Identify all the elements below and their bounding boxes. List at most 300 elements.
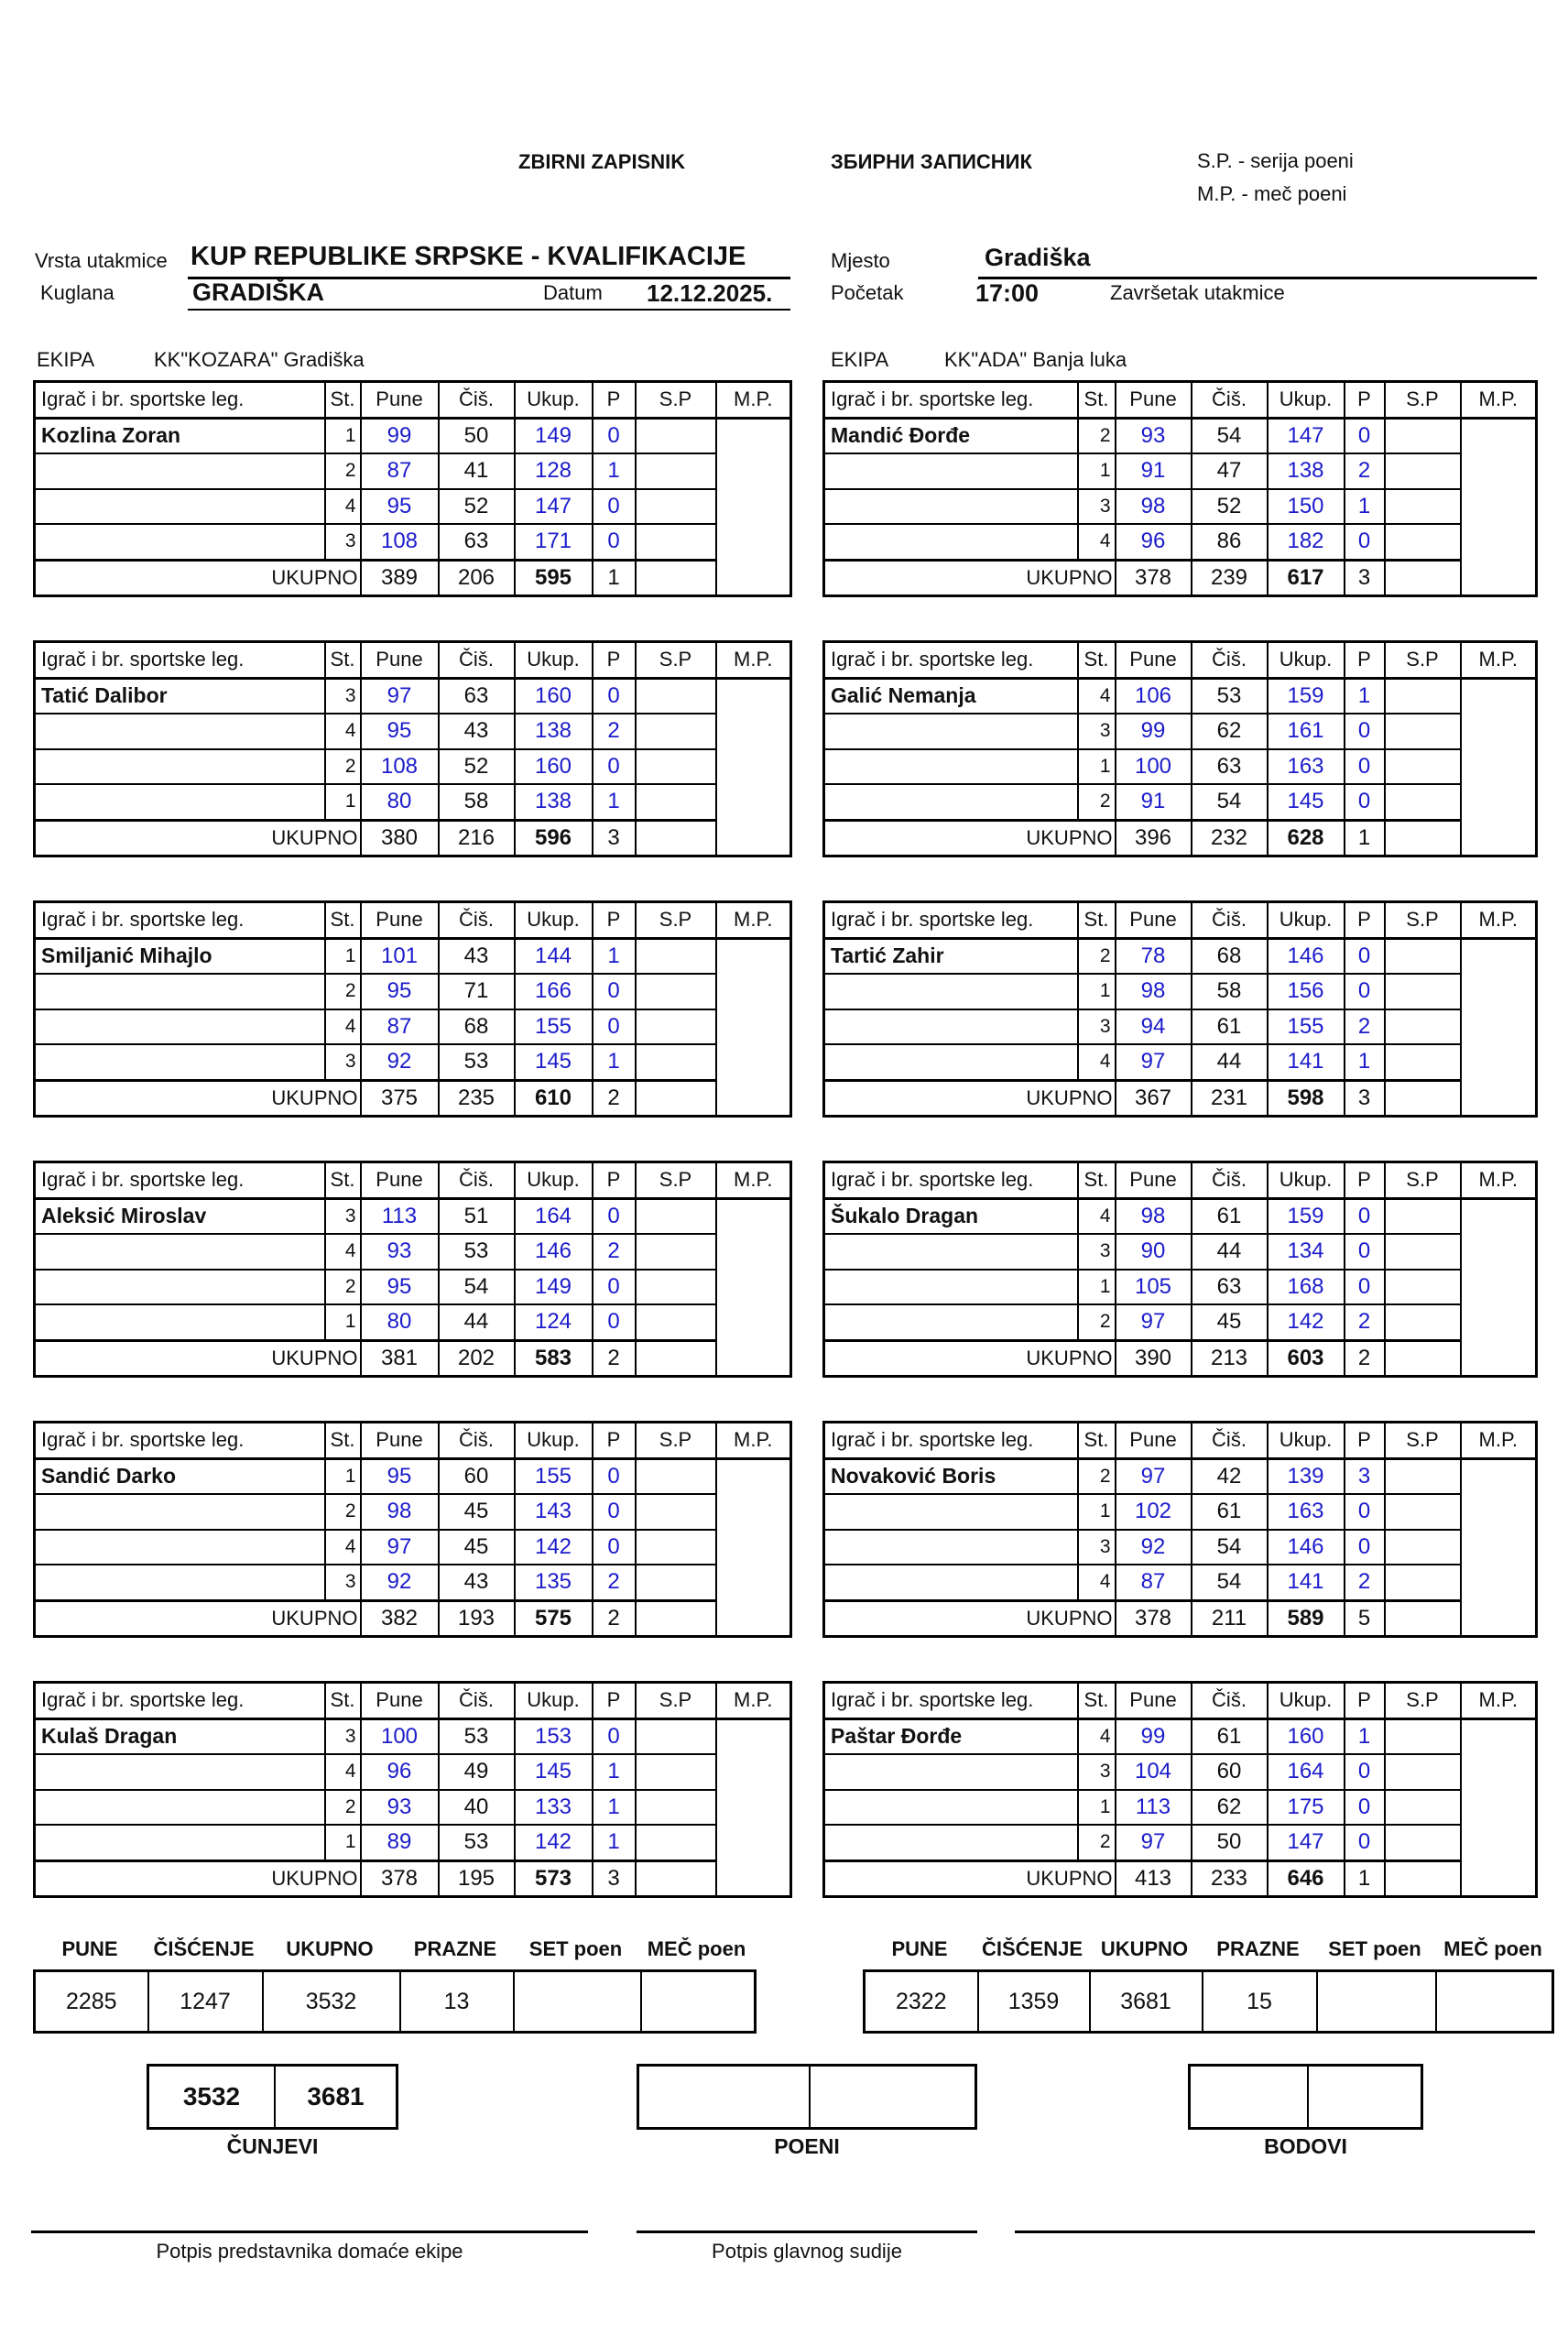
set-points-cell[interactable] (1385, 1198, 1461, 1234)
lane-number: 3 (1078, 489, 1116, 525)
clearance-pins: 52 (439, 489, 515, 525)
set-points-cell[interactable] (1385, 1565, 1461, 1600)
player-name: Sandić Darko (35, 1458, 325, 1494)
set-points-cell[interactable] (636, 453, 716, 489)
lane-number: 2 (325, 749, 361, 785)
total-set-points-cell[interactable] (636, 560, 716, 596)
total-set-points-cell[interactable] (1385, 1340, 1461, 1377)
signature-line-home[interactable] (31, 2230, 588, 2233)
column-header: St. (325, 902, 361, 939)
column-header: Čiš. (439, 902, 515, 939)
column-header: P (1345, 1423, 1385, 1459)
game-row (35, 1530, 791, 1565)
set-points-cell[interactable] (1385, 974, 1461, 1009)
total-misses: 3 (1345, 1080, 1385, 1117)
misses: 0 (593, 418, 636, 453)
column-header: Ukup. (1268, 642, 1345, 679)
lane-number: 2 (1078, 1825, 1116, 1860)
game-row (824, 1530, 1537, 1565)
column-header: Igrač i br. sportske leg. (35, 902, 325, 939)
match-points-cell[interactable] (1461, 1458, 1537, 1637)
full-pins: 104 (1116, 1754, 1192, 1790)
clearance-pins: 54 (1192, 418, 1268, 453)
full-pins: 91 (1116, 453, 1192, 489)
game-row (824, 784, 1537, 820)
column-header: S.P (636, 382, 716, 419)
column-header: S.P (636, 1162, 716, 1199)
total-set-points-cell[interactable] (1385, 820, 1461, 856)
summary-header: SET poen (528, 1937, 623, 1960)
set-points-cell[interactable] (636, 1304, 716, 1340)
clearance-pins: 43 (439, 714, 515, 749)
game-row (824, 678, 1537, 714)
set-points-cell[interactable] (636, 1458, 716, 1494)
date-label: Datum (543, 281, 603, 304)
total-row (824, 560, 1537, 596)
set-points-cell[interactable] (636, 974, 716, 1009)
column-header: Čiš. (1192, 1423, 1268, 1459)
player-table (33, 1161, 792, 1378)
set-points-cell[interactable] (636, 678, 716, 714)
set-points-cell[interactable] (1385, 1530, 1461, 1565)
player-table (822, 900, 1538, 1118)
date-value: 12.12.2025. (647, 279, 773, 307)
full-pins: 92 (1116, 1530, 1192, 1565)
summary-set-points[interactable] (514, 1971, 641, 2033)
total-row (824, 820, 1537, 856)
set-points-cell[interactable] (636, 1718, 716, 1754)
summary-clearance: 1247 (148, 1971, 263, 2033)
total-pins: 164 (1268, 1754, 1345, 1790)
game-row (35, 1754, 791, 1790)
set-points-cell[interactable] (1385, 1754, 1461, 1790)
total-pins: 160 (1268, 1718, 1345, 1754)
away-summary-table (863, 1969, 1554, 2034)
total-clearance-pins: 216 (439, 820, 515, 856)
total-set-points-cell[interactable] (636, 820, 716, 856)
match-points-cell[interactable] (716, 938, 791, 1117)
set-points-cell[interactable] (636, 1044, 716, 1080)
game-row (824, 1234, 1537, 1270)
clearance-pins: 52 (439, 749, 515, 785)
clearance-pins: 41 (439, 453, 515, 489)
total-clearance-pins: 211 (1192, 1600, 1268, 1637)
set-points-cell[interactable] (636, 938, 716, 974)
set-points-cell[interactable] (636, 714, 716, 749)
misses: 0 (593, 1458, 636, 1494)
column-header: Igrač i br. sportske leg. (35, 1162, 325, 1199)
column-header: S.P (1385, 1162, 1461, 1199)
column-header: Pune (1116, 382, 1192, 419)
game-row (824, 714, 1537, 749)
set-points-cell[interactable] (636, 1754, 716, 1790)
column-header: Igrač i br. sportske leg. (824, 1162, 1078, 1199)
misses: 1 (1345, 489, 1385, 525)
total-pins: 133 (515, 1790, 593, 1826)
column-header: M.P. (716, 1683, 791, 1719)
game-row (824, 524, 1537, 560)
column-header: P (593, 1683, 636, 1719)
game-row (824, 1304, 1537, 1340)
summary-header: UKUPNO (286, 1937, 374, 1960)
bodovi-away[interactable] (1308, 2066, 1422, 2129)
full-pins: 98 (1116, 489, 1192, 525)
full-pins: 98 (1116, 1198, 1192, 1234)
game-row (35, 714, 791, 749)
column-header: M.P. (1461, 902, 1537, 939)
clearance-pins: 52 (1192, 489, 1268, 525)
player-name-cell (35, 714, 325, 749)
full-pins: 97 (1116, 1458, 1192, 1494)
summary-header: PUNE (891, 1937, 948, 1960)
set-points-cell[interactable] (1385, 1718, 1461, 1754)
lane-number: 1 (1078, 453, 1116, 489)
end-label: Završetak utakmice (1110, 281, 1285, 304)
total-pins: 143 (515, 1494, 593, 1530)
clearance-pins: 43 (439, 1565, 515, 1600)
set-points-cell[interactable] (1385, 524, 1461, 560)
set-points-cell[interactable] (1385, 938, 1461, 974)
match-points-cell[interactable] (1461, 1718, 1537, 1897)
summary-misses: 13 (400, 1971, 514, 2033)
signature-line-referee[interactable] (637, 2230, 977, 2233)
clearance-pins: 63 (1192, 749, 1268, 785)
set-points-cell[interactable] (636, 1234, 716, 1270)
total-pins: 171 (515, 524, 593, 560)
lane-number: 1 (1078, 974, 1116, 1009)
lane-number: 2 (1078, 784, 1116, 820)
player-name-cell (35, 1494, 325, 1530)
table-header-row (824, 1683, 1537, 1719)
column-header: S.P (1385, 1423, 1461, 1459)
set-points-cell[interactable] (1385, 1458, 1461, 1494)
total-row (824, 1600, 1537, 1637)
full-pins: 87 (361, 1009, 439, 1045)
total-set-points-cell[interactable] (636, 1600, 716, 1637)
set-points-cell[interactable] (636, 524, 716, 560)
game-row (35, 524, 791, 560)
total-pins: 147 (1268, 1825, 1345, 1860)
full-pins: 108 (361, 524, 439, 560)
clearance-pins: 63 (1192, 1270, 1268, 1305)
summary-total: 3681 (1090, 1971, 1203, 2033)
player-table (822, 380, 1538, 597)
table-header-row (35, 1423, 791, 1459)
total-misses: 3 (1345, 560, 1385, 596)
game-row (35, 678, 791, 714)
total-pins: 135 (515, 1565, 593, 1600)
clearance-pins: 54 (439, 1270, 515, 1305)
alley-label: Kuglana (40, 281, 114, 304)
set-points-cell[interactable] (1385, 749, 1461, 785)
match-points-cell[interactable] (1461, 1198, 1537, 1377)
player-name: Paštar Đorđe (824, 1718, 1078, 1754)
player-name-cell (35, 1530, 325, 1565)
game-row (35, 938, 791, 974)
total-label: UKUPNO (35, 820, 361, 856)
column-header: S.P (636, 1683, 716, 1719)
total-pins: 155 (515, 1009, 593, 1045)
set-points-cell[interactable] (1385, 1494, 1461, 1530)
total-full-pins: 413 (1116, 1860, 1192, 1897)
player-name-cell (824, 714, 1078, 749)
total-set-points-cell[interactable] (636, 1860, 716, 1897)
total-set-points-cell[interactable] (1385, 1860, 1461, 1897)
total-pins: 138 (515, 714, 593, 749)
poeni-away[interactable] (810, 2066, 976, 2129)
game-row (824, 1790, 1537, 1826)
table-header-row (824, 902, 1537, 939)
set-points-cell[interactable] (636, 1530, 716, 1565)
game-row (824, 1044, 1537, 1080)
total-pins: 182 (1268, 524, 1345, 560)
set-points-cell[interactable] (636, 489, 716, 525)
total-full-pins: 382 (361, 1600, 439, 1637)
game-row (824, 453, 1537, 489)
column-header: Pune (361, 1683, 439, 1719)
column-header: Pune (1116, 1423, 1192, 1459)
game-row (35, 974, 791, 1009)
column-header: P (1345, 642, 1385, 679)
column-header: Ukup. (1268, 382, 1345, 419)
column-header: St. (1078, 1162, 1116, 1199)
clearance-pins: 62 (1192, 714, 1268, 749)
lane-number: 2 (325, 453, 361, 489)
column-header: P (593, 382, 636, 419)
player-name-cell (35, 1304, 325, 1340)
total-pins: 155 (515, 1458, 593, 1494)
set-points-cell[interactable] (636, 784, 716, 820)
column-header: S.P (1385, 382, 1461, 419)
player-name: Tartić Zahir (824, 938, 1078, 974)
game-row (824, 1198, 1537, 1234)
full-pins: 113 (1116, 1790, 1192, 1826)
game-row (824, 749, 1537, 785)
misses: 0 (593, 1530, 636, 1565)
total-label: UKUPNO (35, 560, 361, 596)
team-away-name: KK"ADA" Banja luka (944, 348, 1127, 371)
full-pins: 106 (1116, 678, 1192, 714)
set-points-cell[interactable] (636, 1790, 716, 1826)
set-points-cell[interactable] (636, 749, 716, 785)
game-row (824, 418, 1537, 453)
bodovi-home[interactable] (1190, 2066, 1309, 2129)
misses: 0 (593, 1270, 636, 1305)
total-pins: 147 (515, 489, 593, 525)
column-header: Igrač i br. sportske leg. (824, 642, 1078, 679)
set-points-cell[interactable] (1385, 678, 1461, 714)
full-pins: 97 (1116, 1825, 1192, 1860)
match-points-cell[interactable] (1461, 678, 1537, 856)
total-row (824, 1860, 1537, 1897)
column-header: S.P (1385, 902, 1461, 939)
misses: 0 (1345, 938, 1385, 974)
summary-set-points[interactable] (1317, 1971, 1436, 2033)
column-header: Pune (361, 1423, 439, 1459)
full-pins: 78 (1116, 938, 1192, 974)
set-points-cell[interactable] (1385, 1044, 1461, 1080)
player-name-cell (824, 784, 1078, 820)
column-header: Ukup. (1268, 1423, 1345, 1459)
column-header: Čiš. (439, 382, 515, 419)
set-points-cell[interactable] (1385, 784, 1461, 820)
set-points-cell[interactable] (1385, 1270, 1461, 1305)
full-pins: 108 (361, 749, 439, 785)
total-set-points-cell[interactable] (1385, 560, 1461, 596)
misses: 0 (1345, 524, 1385, 560)
clearance-pins: 58 (439, 784, 515, 820)
poeni-box (637, 2064, 977, 2130)
total-pins: 646 (1268, 1860, 1345, 1897)
total-pins: 149 (515, 1270, 593, 1305)
column-header: P (593, 902, 636, 939)
set-points-cell[interactable] (1385, 489, 1461, 525)
total-label: UKUPNO (824, 1340, 1116, 1377)
misses: 1 (593, 784, 636, 820)
column-header: Ukup. (515, 382, 593, 419)
cunjevi-away: 3681 (275, 2066, 397, 2129)
lane-number: 2 (1078, 418, 1116, 453)
total-pins: 149 (515, 418, 593, 453)
lane-number: 2 (325, 1494, 361, 1530)
match-points-cell[interactable] (716, 1458, 791, 1637)
total-pins: 175 (1268, 1790, 1345, 1826)
total-label: UKUPNO (824, 1080, 1116, 1117)
signature-line-away[interactable] (1015, 2230, 1535, 2233)
summary-match-points[interactable] (1436, 1971, 1553, 2033)
table-header-row (35, 1162, 791, 1199)
game-row (35, 1825, 791, 1860)
set-points-cell[interactable] (636, 1270, 716, 1305)
set-points-cell[interactable] (1385, 418, 1461, 453)
lane-number: 1 (1078, 1494, 1116, 1530)
total-full-pins: 378 (1116, 1600, 1192, 1637)
game-row (35, 1304, 791, 1340)
column-header: St. (325, 1423, 361, 1459)
full-pins: 98 (1116, 974, 1192, 1009)
clearance-pins: 68 (1192, 938, 1268, 974)
set-points-cell[interactable] (636, 1825, 716, 1860)
match-points-cell[interactable] (1461, 418, 1537, 596)
team-home-name: KK"KOZARA" Gradiška (154, 348, 365, 371)
set-points-cell[interactable] (1385, 1825, 1461, 1860)
set-points-cell[interactable] (1385, 1234, 1461, 1270)
total-pins: 144 (515, 938, 593, 974)
full-pins: 93 (361, 1234, 439, 1270)
clearance-pins: 54 (1192, 1565, 1268, 1600)
full-pins: 99 (1116, 714, 1192, 749)
total-set-points-cell[interactable] (636, 1080, 716, 1117)
full-pins: 97 (361, 1530, 439, 1565)
game-row (35, 1458, 791, 1494)
full-pins: 101 (361, 938, 439, 974)
total-pins: 159 (1268, 1198, 1345, 1234)
match-points-cell[interactable] (716, 1198, 791, 1377)
clearance-pins: 53 (439, 1718, 515, 1754)
clearance-pins: 49 (439, 1754, 515, 1790)
total-pins: 124 (515, 1304, 593, 1340)
match-points-cell[interactable] (1461, 938, 1537, 1117)
player-name-cell (824, 1825, 1078, 1860)
lane-number: 4 (1078, 1718, 1116, 1754)
clearance-pins: 45 (439, 1530, 515, 1565)
lane-number: 1 (325, 1304, 361, 1340)
set-points-cell[interactable] (1385, 1009, 1461, 1045)
game-row (824, 938, 1537, 974)
table-header-row (824, 642, 1537, 679)
total-label: UKUPNO (824, 560, 1116, 596)
clearance-pins: 44 (439, 1304, 515, 1340)
column-header: Pune (1116, 902, 1192, 939)
lane-number: 4 (325, 1234, 361, 1270)
misses: 0 (593, 489, 636, 525)
column-header: Ukup. (515, 1683, 593, 1719)
game-row (35, 1044, 791, 1080)
column-header: Igrač i br. sportske leg. (35, 1423, 325, 1459)
misses: 0 (593, 1494, 636, 1530)
total-pins: 142 (515, 1825, 593, 1860)
total-clearance-pins: 232 (1192, 820, 1268, 856)
total-clearance-pins: 202 (439, 1340, 515, 1377)
misses: 0 (593, 974, 636, 1009)
match-points-cell[interactable] (716, 418, 791, 596)
set-points-cell[interactable] (636, 418, 716, 453)
set-points-cell[interactable] (1385, 714, 1461, 749)
column-header: St. (325, 642, 361, 679)
misses: 0 (593, 524, 636, 560)
game-row (35, 1790, 791, 1826)
total-pins: 146 (515, 1234, 593, 1270)
total-misses: 2 (593, 1600, 636, 1637)
column-header: Čiš. (439, 642, 515, 679)
set-points-cell[interactable] (1385, 453, 1461, 489)
lane-number: 4 (325, 489, 361, 525)
lane-number: 2 (325, 974, 361, 1009)
clearance-pins: 50 (1192, 1825, 1268, 1860)
set-points-cell[interactable] (636, 1565, 716, 1600)
total-set-points-cell[interactable] (1385, 1600, 1461, 1637)
column-header: St. (1078, 382, 1116, 419)
player-table (822, 640, 1538, 857)
total-set-points-cell[interactable] (636, 1340, 716, 1377)
set-points-cell[interactable] (1385, 1790, 1461, 1826)
column-header: M.P. (1461, 1683, 1537, 1719)
match-points-cell[interactable] (716, 1718, 791, 1897)
clearance-pins: 40 (439, 1790, 515, 1826)
game-row (824, 1494, 1537, 1530)
set-points-cell[interactable] (636, 1494, 716, 1530)
total-misses: 1 (1345, 1860, 1385, 1897)
total-set-points-cell[interactable] (1385, 1080, 1461, 1117)
summary-header: PUNE (61, 1937, 118, 1960)
game-row (824, 1009, 1537, 1045)
cunjevi-home: 3532 (148, 2066, 276, 2129)
column-header: St. (325, 382, 361, 419)
set-points-cell[interactable] (1385, 1304, 1461, 1340)
poeni-home[interactable] (638, 2066, 810, 2129)
set-points-cell[interactable] (636, 1009, 716, 1045)
summary-match-points[interactable] (641, 1971, 756, 2033)
total-full-pins: 389 (361, 560, 439, 596)
lane-number: 4 (1078, 678, 1116, 714)
clearance-pins: 62 (1192, 1790, 1268, 1826)
set-points-cell[interactable] (636, 1198, 716, 1234)
clearance-pins: 51 (439, 1198, 515, 1234)
match-points-cell[interactable] (716, 678, 791, 856)
total-pins: 166 (515, 974, 593, 1009)
total-row (824, 1340, 1537, 1377)
clearance-pins: 45 (439, 1494, 515, 1530)
